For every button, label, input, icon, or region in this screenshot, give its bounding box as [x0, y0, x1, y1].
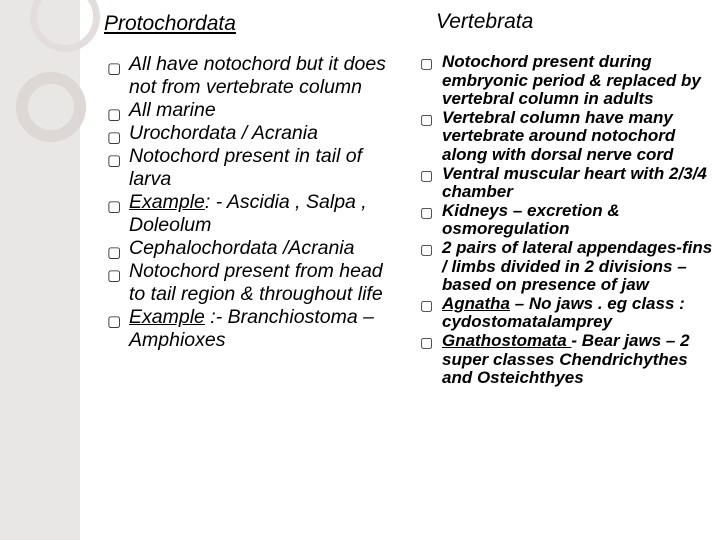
bullet-box-icon: ▢ [420, 167, 434, 184]
heading-protochordata: Protochordata [104, 12, 236, 35]
bullet-box-icon: ▢ [420, 334, 434, 351]
list-item [420, 239, 716, 295]
item-text: Cephalochordata /Acrania [129, 237, 355, 259]
list-item [420, 109, 716, 165]
item-text: Notochord present from head to tail region & throughout life [129, 260, 383, 305]
list-item [107, 53, 397, 99]
item-text: Ventral muscular heart with 2/3/4 chamber [442, 163, 707, 202]
bullet-box-icon: ▢ [107, 128, 122, 146]
item-text: Urochordata / Acrania [129, 122, 318, 144]
item-text: 2 pairs of lateral appendages-fins / limbs divided in 2 divisions – based on presence of jaw [442, 237, 713, 295]
list-item [420, 332, 716, 388]
item-text: Notochord present during embryonic period & replaced by vertebral column in adults [442, 52, 701, 109]
bullet-box-icon: ▢ [420, 111, 434, 128]
bullet-box-icon: ▢ [420, 297, 434, 314]
item-text: All have notochord but it does not from vertebrate column [129, 53, 386, 98]
list-item [107, 237, 397, 260]
item-label: Gnathostomata [442, 330, 572, 350]
list-item [107, 122, 397, 145]
bullet-box-icon: ▢ [107, 105, 122, 123]
list-item [420, 202, 716, 239]
item-text: : - Ascidia , Salpa , Doleolum [129, 191, 367, 236]
bullet-box-icon: ▢ [107, 151, 122, 169]
bullet-box-icon: ▢ [420, 241, 434, 258]
item-label: Example [129, 191, 205, 213]
bullet-box-icon: ▢ [107, 266, 122, 284]
item-text: Kidneys – excretion & osmoregulation [442, 200, 620, 239]
vertebrata-list [420, 53, 716, 388]
item-text: – No jaws . eg class : cydostomatalamprey [442, 293, 685, 332]
bullet-box-icon: ▢ [107, 59, 122, 77]
decorative-ring-bottom [16, 72, 86, 142]
item-label: Example [129, 306, 205, 328]
bullet-box-icon: ▢ [107, 197, 122, 215]
list-item [420, 53, 716, 109]
bullet-box-icon: ▢ [420, 56, 434, 72]
list-item [107, 260, 397, 306]
item-text: All marine [129, 99, 216, 121]
item-text: :- Branchiostoma – Amphioxes [129, 306, 374, 351]
list-item [107, 191, 397, 237]
list-item [107, 99, 397, 122]
bullet-box-icon: ▢ [107, 243, 122, 261]
heading-vertebrata: Vertebrata [436, 10, 534, 33]
item-text: - Bear jaws – 2 super classes Chendrichythes and Osteichthyes [442, 330, 690, 388]
list-item [107, 306, 397, 352]
bullet-box-icon: ▢ [420, 204, 434, 221]
item-label: Agnatha [442, 293, 510, 313]
list-item [420, 165, 716, 202]
item-text: Vertebral column have many vertebrate around notochord along with dorsal nerve cord [442, 107, 676, 164]
item-text: Notochord present in tail of larva [129, 145, 363, 190]
list-item [107, 145, 397, 191]
bullet-box-icon: ▢ [107, 312, 122, 330]
list-item [420, 295, 716, 332]
protochordata-list [107, 53, 397, 352]
